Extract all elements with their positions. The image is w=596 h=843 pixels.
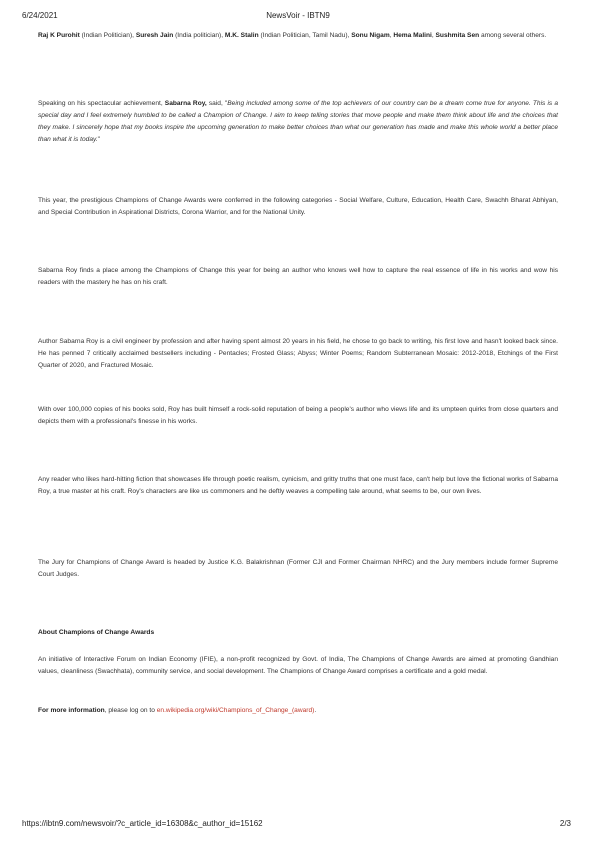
about-heading: About Champions of Change Awards xyxy=(38,629,155,636)
more-info-end: . xyxy=(314,707,317,714)
person-description: among several others. xyxy=(479,32,547,39)
place-paragraph: Sabarna Roy finds a place among the Champions of Change this year for being an author who knows well how to capture the real essence of life in his works and wow his readers with the mastery he has on his craft. xyxy=(38,267,558,286)
print-page-title: NewsVoir - IBTN9 xyxy=(266,11,330,20)
person-description: (Indian Politician), xyxy=(79,32,136,39)
categories-paragraph: This year, the prestigious Champions of Change Awards were conferred in the following categories - Social Welfare, Culture, Education, Health Care, Swachh Bharat Abhiyan, and Special Contribution in Aspirational Districts, Corona Warrior, and for the National Unity. xyxy=(38,197,558,216)
quote-intro: Speaking on his spectacular achievement, xyxy=(38,100,165,107)
quote-close: " xyxy=(97,135,100,143)
quote-text: Being included among some of the top achievers of our country can be a dream come true for anyone. This is a special day and I feel extremely humbled to be called a Champion of Change. I aim to keep telling stories that move people and make them think about life and the choices that they make. I sincerely hope that my books inspire the upcoming generation to make better choices than what our generation has made and make this whole world a better place than what it is today. xyxy=(38,100,559,143)
person-description: (Indian Politician, Tamil Nadu), xyxy=(258,32,352,39)
engineer-paragraph: Author Sabarna Roy is a civil engineer by profession and after having spent almost 20 years in his field, he chose to go back to writing, his first love and hasn't looked back since. He has penned 7 critically acclaimed bestsellers including - Pentacles; Frosted Glass; Abyss; Winter Poems; Random Subterranean Mosaic: 2012-2018, Etchings of the First Quarter of 2020, and Fractured Mosaic. xyxy=(38,338,558,369)
quote-paragraph xyxy=(38,98,558,146)
person-name: M.K. Stalin xyxy=(224,32,259,39)
more-info-paragraph xyxy=(38,705,558,717)
quote-said: said, " xyxy=(206,100,228,107)
person-name: Raj K Purohit xyxy=(38,32,80,39)
more-info-label: For more information xyxy=(38,707,105,714)
print-date: 6/24/2021 xyxy=(22,11,58,20)
speaker-name: Sabarna Roy, xyxy=(164,100,207,107)
person-name: Sushmita Sen xyxy=(435,32,480,39)
names-paragraph xyxy=(38,30,558,42)
person-name: Suresh Jain xyxy=(135,32,174,39)
person-name: Sonu Nigam xyxy=(351,32,390,39)
reader-paragraph: Any reader who likes hard-hitting fiction that showcases life through poetic realism, cynicism, and gritty truths that one must face, can't help but love the fictional works of Sabarna Roy, a true master at his craft. Roy's characters are like us commoners and he deftly weaves a compelling tale around, what seems to be, our own lives. xyxy=(38,476,558,495)
page-number: 2/3 xyxy=(559,819,571,828)
print-url: https://ibtn9.com/newsvoir/?c_article_id=16308&c_author_id=15162 xyxy=(22,819,263,828)
person-name: Hema Malini xyxy=(393,32,432,39)
person-description: (India politician), xyxy=(173,32,225,39)
more-info-text: , please log on to xyxy=(104,707,157,714)
initiative-paragraph: An initiative of Interactive Forum on Indian Economy (IFIE), a non-profit recognized by Govt. of India, The Champions of Change Awards are aimed at promoting Gandhian values, cleanliness (Swachhata), community service, and social development. The Champions of Change Award comprises a certificate and a gold medal. xyxy=(38,656,558,675)
wikipedia-link[interactable]: en.wikipedia.org/wiki/Champions_of_Change_(award) xyxy=(156,707,315,714)
separator: , xyxy=(389,32,394,39)
jury-paragraph: The Jury for Champions of Change Award is headed by Justice K.G. Balakrishnan (Former CJI and Former Chairman NHRC) and the Jury members include former Supreme Court Judges. xyxy=(38,559,558,578)
separator: , xyxy=(431,32,436,39)
copies-paragraph: With over 100,000 copies of his books sold, Roy has built himself a rock-solid reputation of being a people's author who views life and its umpteen quirks from close quarters and depicts them with a professional's finesse in his works. xyxy=(38,406,558,425)
